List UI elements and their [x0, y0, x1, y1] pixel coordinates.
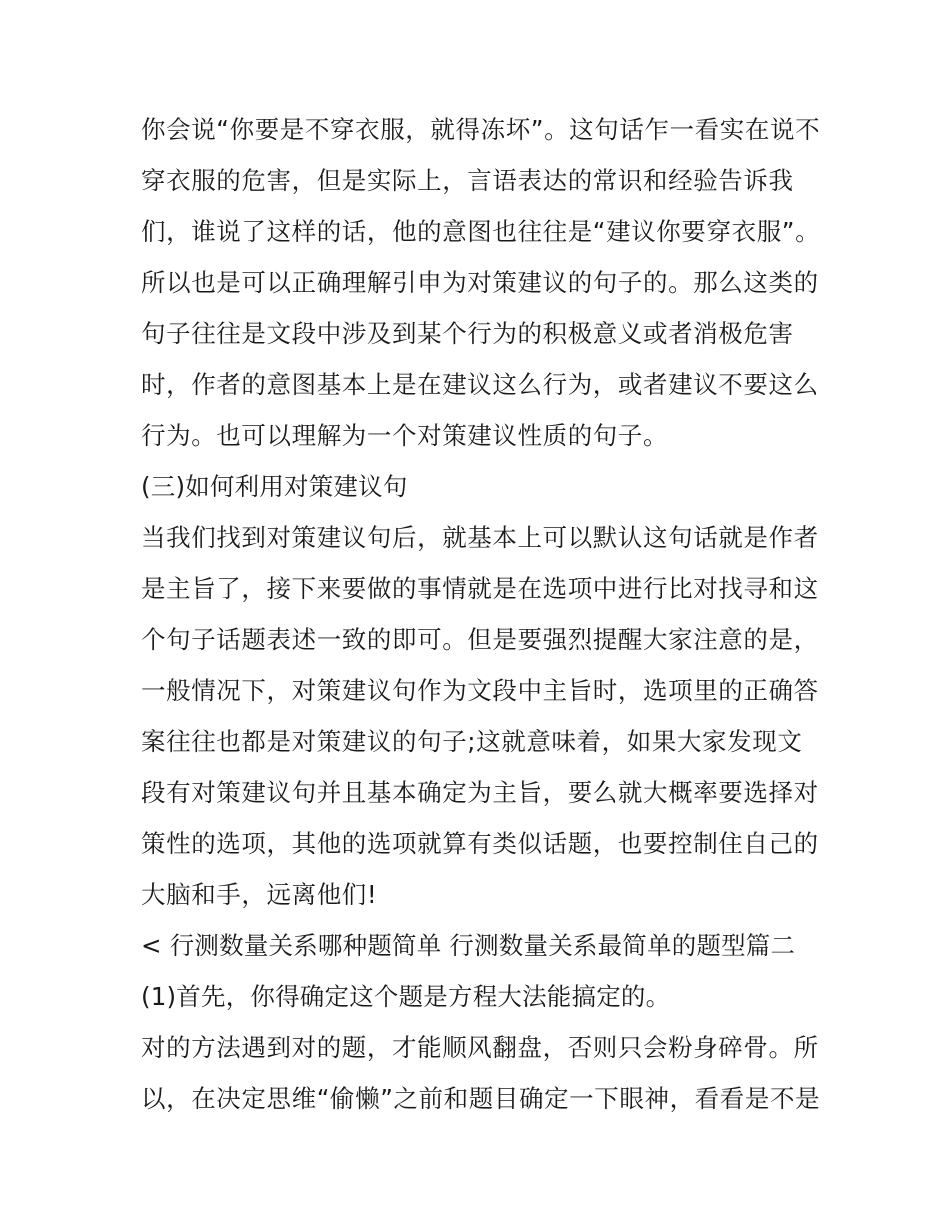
text-line-15: 策性的选项，其他的选项就算有类似话题，也要控制住自己的 — [141, 829, 819, 858]
text-line-2: 穿衣服的危害，但是实际上，言语表达的常识和经验告诉我 — [141, 166, 794, 195]
text-line-14: 段有对策建议句并且基本确定为主旨，要么就大概率要选择对 — [141, 778, 819, 807]
text-line-3: 们，谁说了这样的话，他的意图也往往是“建议你要穿衣服”。 — [141, 217, 821, 246]
text-line-19: 对的方法遇到对的题，才能顺风翻盘，否则只会粉身碎骨。所 — [141, 1033, 819, 1062]
article-title-line: < 行测数量关系哪种题简单 行测数量关系最简单的题型篇二 — [141, 931, 796, 960]
text-line-11: 个句子话题表述一致的即可。但是要强烈提醒大家注意的是， — [141, 625, 819, 654]
text-line-6: 时，作者的意图基本上是在建议这么行为，或者建议不要这么 — [141, 370, 819, 399]
text-line-20: 以，在决定思维“偷懒”之前和题目确定一下眼神，看看是不是 — [141, 1084, 821, 1113]
text-line-1: 你会说“你要是不穿衣服，就得冻坏”。这句话乍一看实在说不 — [141, 115, 821, 144]
text-line-16: 大脑和手，远离他们! — [141, 880, 378, 909]
text-line-12: 一般情况下，对策建议句作为文段中主旨时，选项里的正确答 — [141, 676, 819, 705]
text-line-4: 所以也是可以正确理解引申为对策建议的句子的。那么这类的 — [141, 268, 819, 297]
section-heading: (三)如何利用对策建议句 — [141, 472, 408, 501]
text-line-5: 句子往往是文段中涉及到某个行为的积极意义或者消极危害 — [141, 319, 794, 348]
subsection-heading: (1)首先，你得确定这个题是方程大法能搞定的。 — [141, 982, 671, 1011]
text-line-9: 当我们找到对策建议句后，就基本上可以默认这句话就是作者 — [141, 523, 819, 552]
text-line-13: 案往往也都是对策建议的句子;这就意味着，如果大家发现文 — [141, 727, 803, 756]
text-line-7: 行为。也可以理解为一个对策建议性质的句子。 — [141, 421, 669, 450]
text-line-10: 是主旨了，接下来要做的事情就是在选项中进行比对找寻和这 — [141, 574, 819, 603]
document-body — [141, 104, 821, 1124]
